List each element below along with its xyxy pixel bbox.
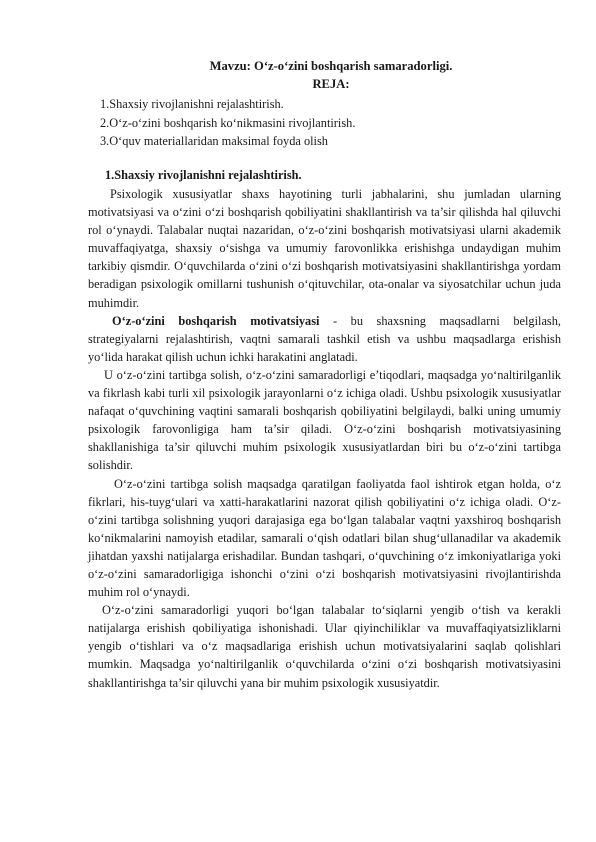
- document-title: Mavzu: O‘z-o‘zini boshqarish samaradorligi.: [209, 59, 453, 73]
- plan-item: 3.O‘quv materiallaridan maksimal foyda olish: [100, 134, 328, 148]
- plan-list: [100, 95, 355, 151]
- body-text: [88, 185, 561, 692]
- plan-item: 2.O‘z-o‘zini boshqarish ko‘nikmasini rivojlantirish.: [100, 115, 356, 130]
- paragraph: U o‘z-o‘zini tartibga solish, o‘z-o‘zini samaradorligi e’tiqodlari, maqsadga yo‘naltirilganlik va fikrlash kabi turli xil psixologik jarayonlarni o‘z ichiga oladi. Ushbu psixologik xususiyatlar nafaqat o‘quvchining vaqtini samarali boshqarish qobiliyatini belgilaydi, balki uning umumiy psixologik farovonligiga ham ta’sir qiladi. O‘z-o‘zini boshqarish motivatsiyasining shakllanishiga ta’sir qiluvchi muhim psixologik xususiyatlardan biri bu o‘z-o‘zini tartibga solishdir.: [88, 367, 561, 473]
- plan-item: 1.Shaxsiy rivojlanishni rejalashtirish.: [100, 97, 284, 111]
- paragraph: [88, 312, 561, 366]
- paragraph-text: - bu shaxsning maqsadlarni belgilash, strategiyalarni rejalashtirish, vaqtni samarali tashkil etish va ushbu maqsadlarga erishish yo‘lida harakat qilish uchun ichki harakatini anglatadi.: [88, 313, 561, 364]
- paragraph: Psixologik xususiyatlar shaxs hayotining turli jabhalarini, shu jumladan ularning motivatsiyasi va o‘zini o‘zi boshqarish qobiliyatini shakllantirish va ta’sir qilishda hal qiluvchi rol o‘ynaydi. Talabalar nuqtai nazaridan, o‘z-o‘zini boshqarish motivatsiyasi ularni akademik muvaffaqiyatga, shaxsiy o‘sishga va umumiy farovonlikka erishishga undaydigan muhim tarkibiy qismdir. O‘quvchilarda o‘zini o‘zi boshqarish motivatsiyasini shakllantirishga yordam beradigan psixologik omillarni tushunish o‘qituvchilar, ota-onalar va siyosatchilar uchun juda muhimdir.: [88, 187, 561, 310]
- paragraph: O‘z-o‘zini samaradorligi yuqori bo‘lgan talabalar to‘siqlarni yengib o‘tish va kerakli natijalarga erishish qobiliyatiga ishonishadi. Ular qiyinchiliklar va muvaffaqiyatsizliklarni yengib o‘tishlari va o‘z maqsadlariga erishish uchun motivatsiyalarini saqlab qolishlari mumkin. Maqsadga yo‘naltirilganlik o‘quvchilarda o‘zini o‘zi boshqarish motivatsiyasini shakllantirishga ta’sir qiluvchi yana bir muhim psixologik xususiyatdir.: [88, 603, 561, 690]
- key-term: O‘z-o‘zini boshqarish motivatsiyasi: [112, 313, 320, 328]
- plan-heading: REJA:: [312, 77, 350, 91]
- paragraph: O‘z-o‘zini tartibga solish maqsadga qaratilgan faoliyatda faol ishtirok etgan holda, o‘z fikrlari, his-tuyg‘ulari va xatti-harakatlarini nazorat qilish qobiliyatini o‘z ichiga oladi. O‘z-o‘zini tartibga solishning yuqori darajasiga ega bo‘lgan talabalar vaqtni yaxshiroq boshqarish ko‘nikmalarini namoyish etadilar, samarali o‘qish odatlari bilan shug‘ullanadilar va akademik jihatdan yaxshi natijalarga erishadilar. Bundan tashqari, o‘quvchining o‘z imkoniyatlariga yoki o‘z-o‘zini samaradorligiga ishonchi o‘zini o‘zi boshqarish motivatsiyasini rivojlantirishda muhim rol o‘ynaydi.: [88, 476, 561, 600]
- section-heading: 1.Shaxsiy rivojlanishni rejalashtirish.: [105, 168, 302, 182]
